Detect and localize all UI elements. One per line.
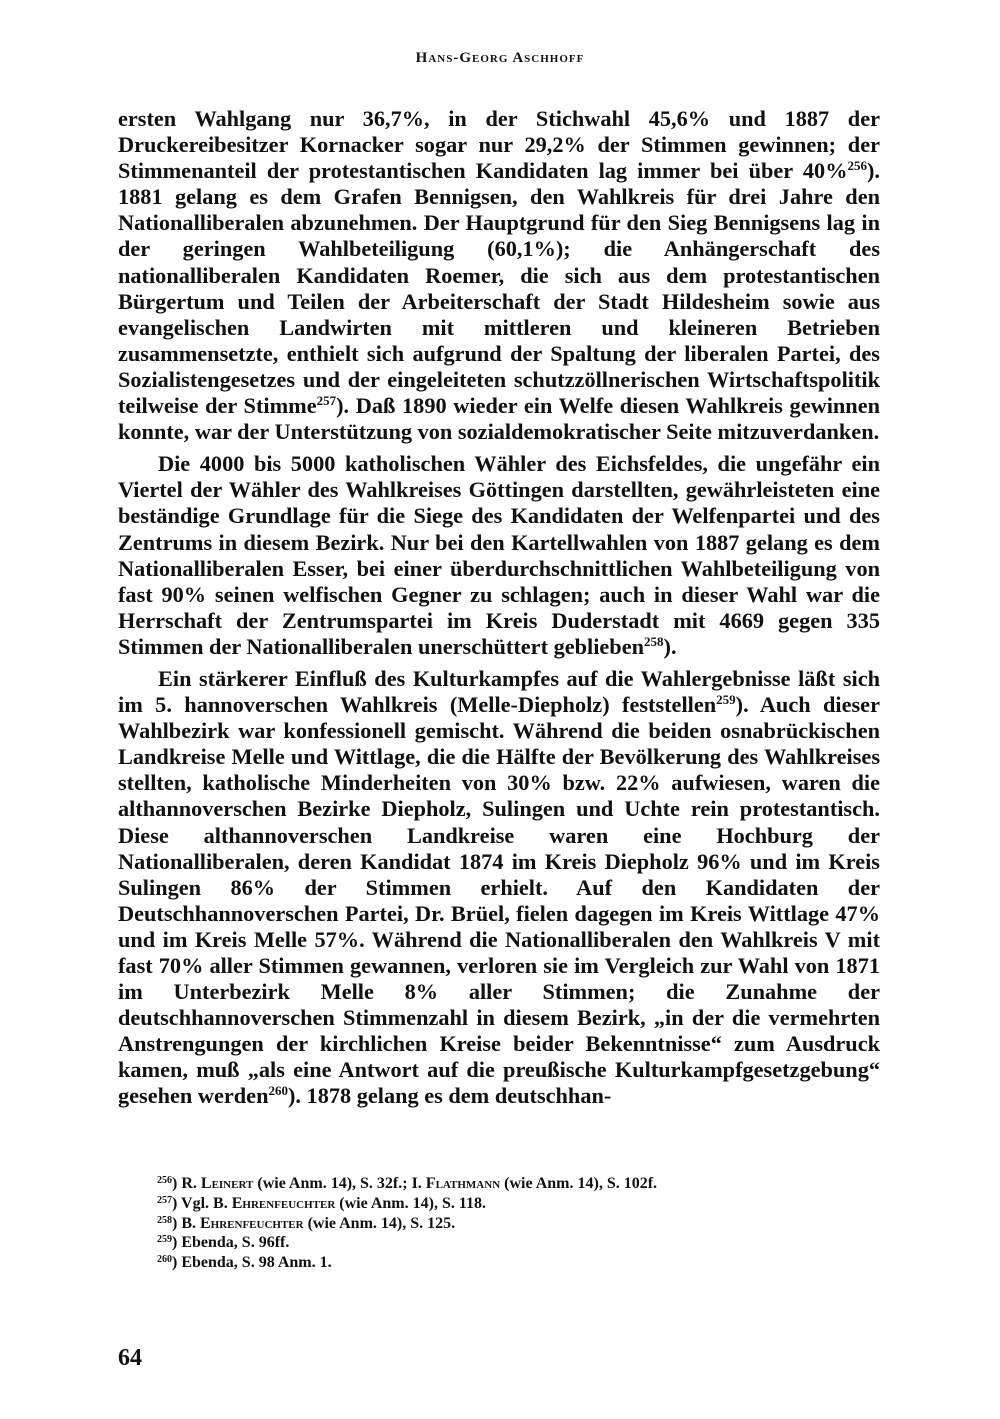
- footnote-author: Leinert: [200, 1175, 254, 1192]
- footnote-text: Vgl. B.: [181, 1194, 232, 1212]
- page-number: 64: [118, 1345, 142, 1371]
- footnote-257: $^{257}$) Vgl. B. Ehrenfeuchter (wie Anm. 14), S. 118.: [157, 1194, 486, 1212]
- footnote-author: Flathmann: [425, 1175, 501, 1192]
- paragraph-text: ). 1881 gelang es dem Grafen Bennigsen, den Wahlkreis für drei Jahre den Nationalliberalen abzunehmen. Der Hauptgrund für den Sieg Bennigsens lag in der geringen Wahlbeteiligung (60,1%); die Anhängerschaft des nationalliberalen Kandidaten Roemer, die sich aus dem protestantischen Bürgertum und Teilen der Arbeiterschaft der Stadt Hildesheim sowie aus evangelischen Landwirten mit mittleren und kleineren Betrieben zusammensetzte, enthielt sich aufgrund der Spaltung der liberalen Partei, des Sozialistengesetzes und der eingeleiteten schutzzöllnerischen Wirtschaftspolitik teilweise der Stimme: [118, 158, 880, 419]
- footnote-text: (wie Anm. 14), S. 102f.: [500, 1175, 658, 1192]
- paragraph-text: Ein stärkerer Einfluß des Kulturkampfes auf die Wahlergebnisse läßt sich im 5. hannoverschen Wahlkreis (Melle-Diepholz) feststellen: [118, 665, 880, 718]
- paragraph-3: [118, 666, 880, 1110]
- footnote-mark: 259: [157, 1234, 172, 1246]
- footnote-258: $^{258}$) B. Ehrenfeuchter (wie Anm. 14), S. 125.: [157, 1214, 456, 1232]
- footnote-text: (wie Anm. 14), S. 118.: [335, 1194, 486, 1212]
- footnote-ref-259[interactable]: 259: [716, 692, 736, 708]
- footnote-text: B.: [181, 1214, 200, 1232]
- footnote-ref-260[interactable]: 260: [268, 1083, 288, 1099]
- paragraph-1: [118, 106, 880, 445]
- footnote-mark: 260: [157, 1254, 172, 1266]
- paragraph-text: ). Daß 1890 wieder ein Welfe diesen Wahlkreis gewinnen konnte, war der Unterstützung von sozialdemokratischer Seite mitzuverdanken.: [118, 393, 880, 445]
- running-head: Hans-Georg Aschhoff: [415, 50, 585, 66]
- footnote-text: (wie Anm. 14), S. 32f.; I.: [253, 1175, 426, 1192]
- paragraph-text: Die 4000 bis 5000 katholischen Wähler des Eichsfeldes, die ungefähr ein Viertel der Wähler des Wahlkreises Göttingen darstellten, gewährleisteten eine beständige Grundlage für die Siege des Kandidaten der Welfenpartei und des Zentrums in diesem Bezirk. Nur bei den Kartellwahlen von 1887 gelang es dem Nationalliberalen Esser, bei einer überdurchschnittlichen Wahlbeteiligung von fast 90% seinen welfischen Gegner zu schlagen; auch in dieser Wahl war die Herrschaft der Zentrumspartei im Kreis Duderstadt mit 4669 gegen 335 Stimmen der Nationalliberalen unerschüttert geblieben: [118, 451, 880, 659]
- footnote-author: Ehrenfeuchter: [231, 1194, 336, 1212]
- footnotes: [157, 1174, 880, 1273]
- footnote-260: $^{260}$) Ebenda, S. 98 Anm. 1.: [157, 1254, 332, 1272]
- paragraph-text: ). Auch dieser Wahlbezirk war konfessionell gemischt. Während die beiden osnabrückischen Landkreise Melle und Wittlage, die die Hälfte der Bevölkerung des Wahlkreises stellten, katholische Minderheiten von 30% bzw. 22% aufwiesen, waren die althannoverschen Bezirke Diepholz, Sulingen und Uchte rein protestantisch. Diese althannoverschen Landkreise waren eine Hochburg der Nationalliberalen, deren Kandidat 1874 im Kreis Diepholz 96% und im Kreis Sulingen 86% der Stimmen erhielt. Auf den Kandidaten der Deutschhannoverschen Partei, Dr. Brüel, fielen dagegen im Kreis Wittlage 47% und im Kreis Melle 57%. Während die Nationalliberalen den Wahlkreis V mit fast 70% aller Stimmen gewannen, verloren sie im Vergleich zur Wahl von 1871 im Unterbezirk Melle 8% aller Stimmen; die Zunahme der deutschhannoverschen Stimmenzahl in diesem Bezirk, „in der die vermehrten Anstrengungen der kirchlichen Kreise beider Bekenntnisse“ zum Ausdruck kamen, muß „als eine Antwort auf die preußische Kulturkampfgesetzgebung“ gesehen werden: [118, 692, 880, 1109]
- paragraph-2: [118, 451, 880, 660]
- footnote-259: $^{259}$) Ebenda, S. 96ff.: [157, 1234, 290, 1252]
- footnote-text: Ebenda, S. 98 Anm. 1.: [181, 1254, 332, 1272]
- footnote-mark: 257: [157, 1194, 172, 1206]
- body-text: [118, 106, 880, 1110]
- paragraph-text: ).: [663, 633, 677, 659]
- footnote-text: (wie Anm. 14), S. 125.: [303, 1214, 456, 1232]
- paragraph-text: ). 1878 gelang es dem deutschhan-: [287, 1083, 612, 1109]
- footnote-256: $^{256}$) R. Leinert (wie Anm. 14), S. 32f.; I. Flathmann (wie Anm. 14), S. 102f.: [157, 1175, 658, 1192]
- footnote-mark: 256: [157, 1175, 172, 1186]
- footnote-text: Ebenda, S. 96ff.: [181, 1234, 290, 1252]
- paragraph-text: ersten Wahlgang nur 36,7%, in der Stichwahl 45,6% und 1887 der Druckereibesitzer Kornacker sogar nur 29,2% der Stimmen gewinnen; der Stimmenanteil der protestantischen Kandidaten lag immer bei über 40%: [118, 106, 880, 184]
- footnote-ref-256[interactable]: 256: [847, 158, 867, 174]
- footnote-ref-258[interactable]: 258: [644, 633, 664, 649]
- footnote-ref-257[interactable]: 257: [316, 393, 337, 409]
- footnote-author: Ehrenfeuchter: [200, 1214, 304, 1232]
- footnote-text: R.: [181, 1175, 201, 1192]
- footnote-mark: 258: [157, 1214, 172, 1226]
